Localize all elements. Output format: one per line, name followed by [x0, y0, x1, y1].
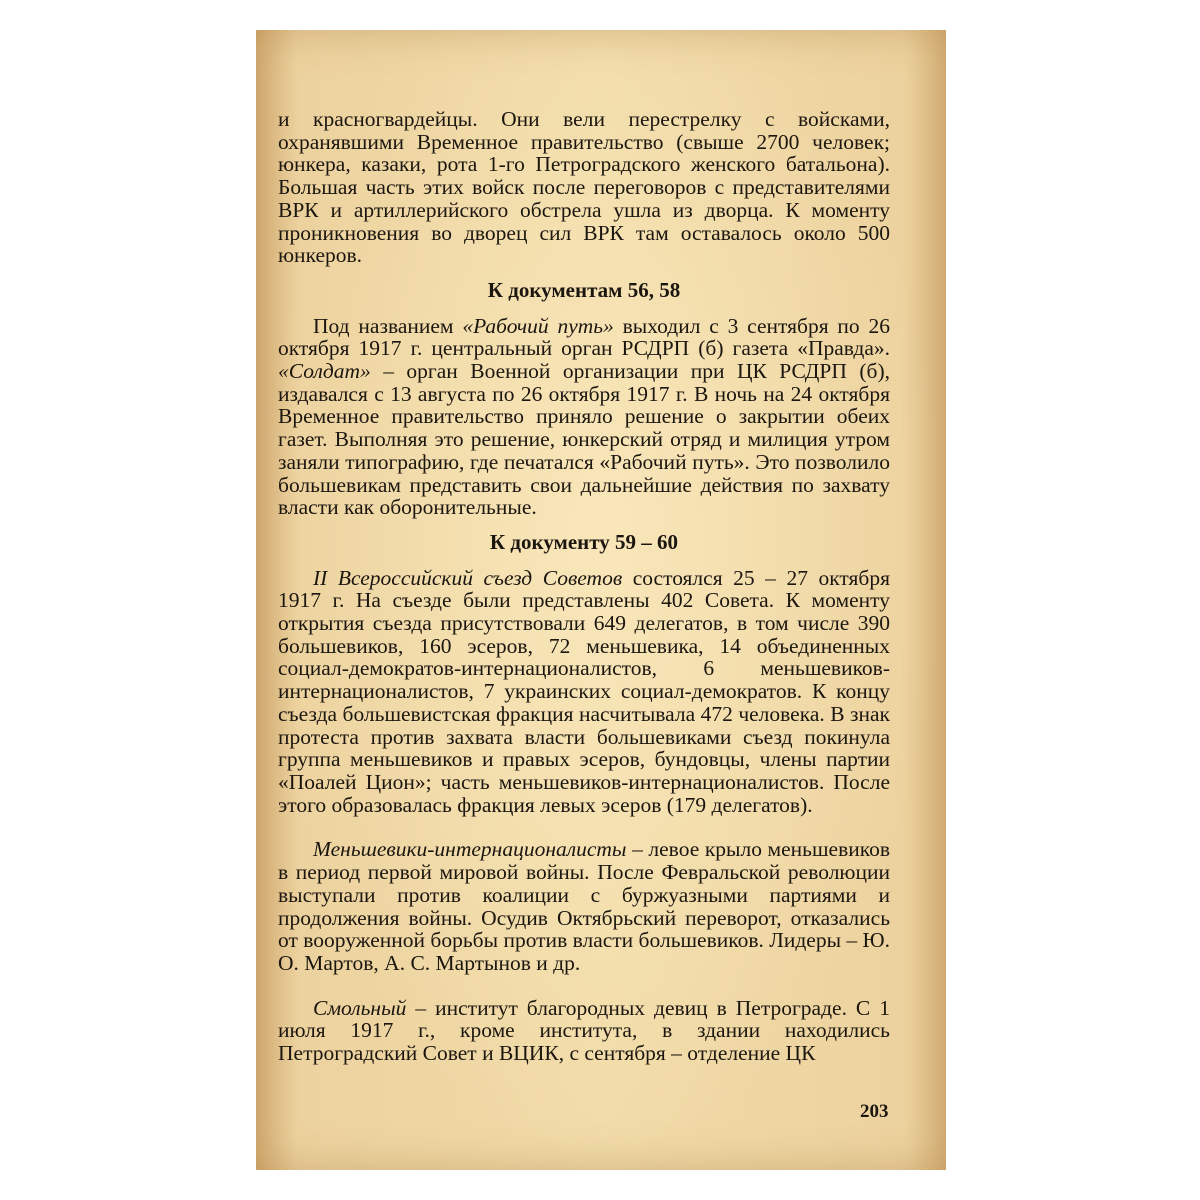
term-mensheviks-internationalists: Меньшевики-интернационалисты	[313, 837, 627, 862]
paragraph-smolny	[278, 997, 890, 1065]
section-heading-document-59-60: К документу 59 – 60	[489, 529, 679, 554]
paragraph-text: – институт благородных девиц в Петрограде. С 1 июля 1917 г., кроме института, в здании находились Петроградский Совет и ВЦИК, с сентября – отделение ЦК	[278, 995, 890, 1066]
paragraph-text: – орган Военной организации при ЦК РСДРП (б), издавался с 13 августа по 26 октября 1917 г. В ночь на 24 октября Временное правительство приняло решение о закрытии обеих газет. Выполняя это решение, юнкерский отряд и милиция утром заняли типографию, где печатался «Рабочий путь». Это позволило большевикам представить свои дальнейшие действия по захвату власти как оборонительные.	[278, 359, 890, 520]
paragraph-mensheviks-internationalists	[278, 838, 890, 974]
intro-paragraph: и красногвардейцы. Они вели перестрелку с войсками, охранявшими Временное правительство (свыше 2700 человек; юнкера, казаки, рота 1-го Петроградского женского батальона). Большая часть этих войск после переговоров с представителями ВРК и артиллерийского обстрела ушла из дворца. К моменту проникновения во дворец сил ВРК там оставалось около 500 юнкеров.	[278, 107, 890, 268]
term-soldat: «Солдат»	[278, 359, 371, 384]
term-smolny: Смольный	[313, 995, 407, 1020]
term-congress-of-soviets: II Всероссийский съезд Советов	[313, 565, 623, 590]
section-heading-documents-56-58: К документам 56, 58	[487, 277, 681, 302]
paragraph-rabochiy-put	[278, 315, 890, 519]
paragraph-congress-of-soviets	[278, 567, 890, 817]
paragraph-gap	[278, 975, 890, 997]
term-rabochiy-put: «Рабочий путь»	[462, 313, 614, 338]
paragraph-gap	[278, 816, 890, 838]
paragraph-text: выходил с 3 сентября по 26 октября 1917 г. центральный орган РСДРП (б) газета «Правда».	[278, 313, 890, 361]
paragraph-text: Под названием	[313, 313, 463, 338]
page-number: 203	[860, 1101, 889, 1122]
book-page	[256, 30, 946, 1170]
paragraph-text: – левое крыло меньшевиков в период первой мировой войны. После Февральской революции выступали против коалиции с буржуазными партиями и продолжения войны. Осудив Октябрьский переворот, отказались от вооруженной борьбы против власти большевиков. Лидеры – Ю. О. Мартов, А. С. Мартынов и др.	[278, 837, 890, 975]
paragraph-text: состоялся 25 – 27 октября 1917 г. На съезде были представлены 402 Совета. К моменту открытия съезда присутствовали 649 делегатов, в том числе 390 большевиков, 160 эсеров, 72 меньшевика, 14 объединенных социал-демократов-интернационалистов, 6 меньшевиков-интернационалистов, 7 украинских социал-демократов. К концу съезда большевистская фракция насчитывала 472 человека. В знак протеста против захвата власти большевиками съезд покинула группа меньшевиков и правых эсеров, бундовцы, члены партии «Поалей Цион»; часть меньшевиков-интернационалистов. После этого образовалась фракция левых эсеров (179 делегатов).	[278, 565, 890, 817]
